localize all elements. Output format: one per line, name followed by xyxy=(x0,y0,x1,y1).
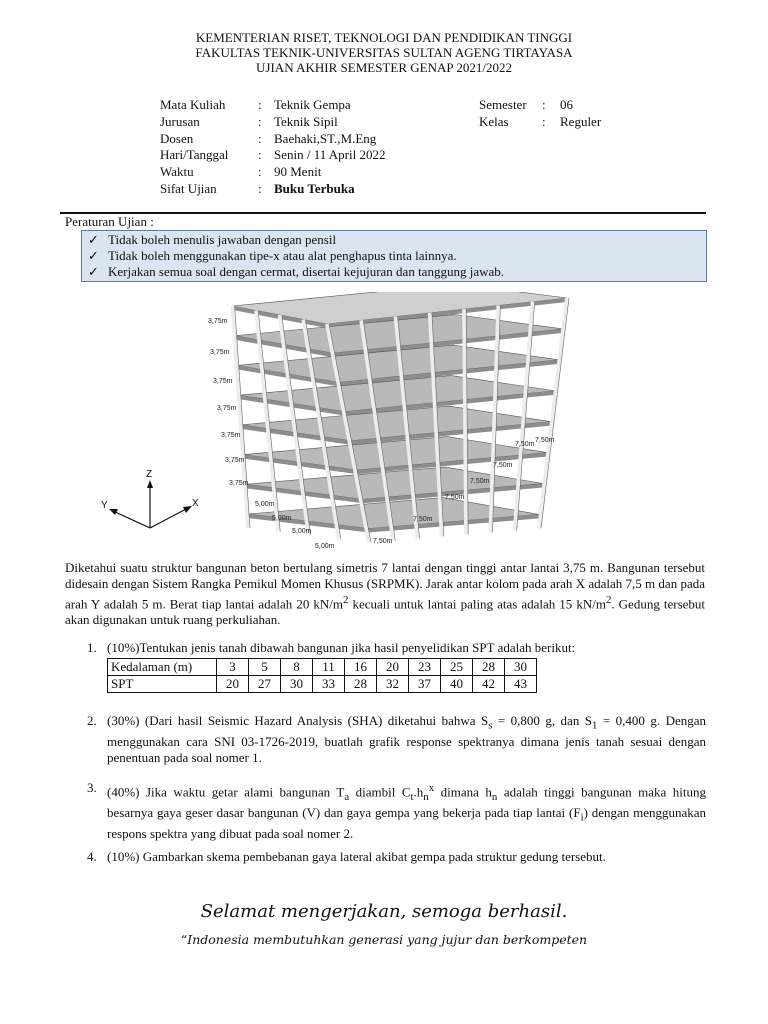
axes-indicator xyxy=(101,469,199,528)
table-cell: 30 xyxy=(505,659,537,676)
table-cell: 33 xyxy=(313,676,345,693)
span-x-label: 7,50m xyxy=(493,462,513,469)
story-height-label: 3,75m xyxy=(210,349,230,356)
exam-title: UJIAN AKHIR SEMESTER GENAP 2021/2022 xyxy=(256,60,512,75)
table-cell: 42 xyxy=(473,676,505,693)
check-icon: ✓ xyxy=(88,248,99,263)
question-1: 1. (10%)Tentukan jenis tanah dibawah bangunan jika hasil penyelidikan SPT adalah berikut: Kedalaman (m) 3 5 8 11 16 20 23 25 28 30 SPT 20 27 30 33 28 32 37 40 42 43 xyxy=(87,640,706,693)
building-figure xyxy=(95,292,575,559)
info-row: Kelas : Reguler xyxy=(479,113,602,129)
exam-header xyxy=(0,30,768,75)
z-arrow-icon xyxy=(147,480,153,488)
info-row: Hari/Tanggal : Senin / 11 April 2022 xyxy=(160,147,386,163)
spt-table xyxy=(107,658,537,693)
question-text: (40%) Jika waktu getar alami bangunan $T_a$ diambil $C_t.h_n^x$ dimana $h_n$ adalah tinggi bangunan maka hitung besarnya gaya geser dasar bangunan (V) dan gaya gempa yang bekerja pada tiap lantai $(F_i)$ dengan menggunakan respons spektra yang dibuat pada soal nomer 2. xyxy=(107,782,706,841)
table-cell: 32 xyxy=(377,676,409,693)
rules-title: Peraturan Ujian : xyxy=(65,214,154,229)
story-height-label: 3,75m xyxy=(225,457,245,464)
table-cell: 37 xyxy=(409,676,441,693)
span-y-label: 5,00m xyxy=(255,501,275,508)
span-y-label: 5,00m xyxy=(315,543,335,550)
question-text: (10%) Gambarkan skema pembebanan gaya lateral akibat gempa pada struktur gedung tersebut. xyxy=(107,849,606,864)
span-y-label: 5,00m xyxy=(272,515,292,522)
question-4: 4. (10%) Gambarkan skema pembebanan gaya lateral akibat gempa pada struktur gedung tersebut. xyxy=(87,849,706,865)
table-row xyxy=(108,676,537,693)
info-row: Semester : 06 xyxy=(479,97,573,112)
story-height-label: 3,75m xyxy=(208,318,228,325)
table-cell: 16 xyxy=(345,659,377,676)
span-x-label: 7,50m xyxy=(470,478,490,485)
info-row: Waktu : 90 Menit xyxy=(160,164,322,180)
check-icon: ✓ xyxy=(88,232,99,247)
story-height-labels xyxy=(208,318,249,487)
info-row: Dosen : Baehaki,ST.,M.Eng xyxy=(160,130,377,146)
question-text: (10%)Tentukan jenis tanah dibawah bangunan jika hasil penyelidikan SPT adalah berikut: xyxy=(107,640,576,655)
span-y-label: 5,00m xyxy=(292,528,312,535)
course-info xyxy=(160,97,385,198)
span-x-label: 7,50m xyxy=(373,538,393,545)
rule-item: ✓ Kerjakan semua soal dengan cermat, disertai kejujuran dan tanggung jawab. xyxy=(88,264,504,279)
table-cell: 28 xyxy=(473,659,505,676)
problem-description: Diketahui suatu struktur bangunan beton bertulang simetris 7 lantai dengan tinggi antar lantai 3,75 m. Bangunan tersebut didesain dengan Sistem Rangka Pemikul Momen Khusus (SRPMK). Jarak antar kolom pada arah X adalah 7,5 m dan pada arah Y adalah 5 m. Berat tiap lantai adalah 20 $kN/m^2$ kecuali untuk lantai paling atas adalah 15 $kN/m^2$. Gedung tersebut akan digunakan untuk ruang perkuliahan. xyxy=(65,560,706,628)
rules-box xyxy=(81,230,707,282)
table-row xyxy=(108,659,537,676)
table-cell: 28 xyxy=(345,676,377,693)
row-label: Kedalaman (m) xyxy=(108,659,217,676)
story-height-label: 3,75m xyxy=(213,378,233,385)
span-x-label: 7,50m xyxy=(445,494,465,501)
info-row: Mata Kuliah : Teknik Gempa xyxy=(160,97,351,112)
span-x-label: 7,50m xyxy=(413,516,433,523)
question-2: 2. (30%) (Dari hasil Seismic Hazard Analysis (SHA) diketahui bahwa $S_s = 0,800$ g, dan $S_1 = 0,400$ g. Dengan menggunakan cara SNI 03-1726-2019, buatlah grafik response spektranya dimana jenis tanah sesuai dengan penentuan pada soal nomer 1. xyxy=(87,713,706,765)
floor-slab xyxy=(241,406,551,441)
class-info xyxy=(479,97,601,131)
floor-slab xyxy=(248,498,539,529)
y-axis-line xyxy=(113,511,150,528)
info-row: Jurusan : Teknik Sipil xyxy=(160,113,338,129)
table-cell: 8 xyxy=(281,659,313,676)
floor-slab xyxy=(246,467,543,499)
ministry-name: KEMENTERIAN RISET, TEKNOLOGI DAN PENDIDIKAN TINGGI xyxy=(195,30,573,45)
x-axis-line xyxy=(150,508,188,528)
table-cell: 3 xyxy=(217,659,249,676)
closing-message: Selamat mengerjakan, semoga berhasil. xyxy=(200,901,568,922)
header-divider xyxy=(60,212,706,214)
question-3: 3. (40%) Jika waktu getar alami bangunan $T_a$ diambil $C_t.h_n^x$ dimana $h_n$ adalah tinggi bangunan maka hitung besarnya gaya geser dasar bangunan (V) dan gaya gempa yang bekerja pada tiap lantai $(F_i)$ dengan menggunakan respons spektra yang dibuat pada soal nomer 2. xyxy=(87,780,706,841)
axis-z-label: Z xyxy=(146,469,153,480)
rule-item: ✓ Tidak boleh menggunakan tipe-x atau alat penghapus tinta lainnya. xyxy=(88,248,457,263)
table-cell: 5 xyxy=(249,659,281,676)
x-arrow-icon xyxy=(183,506,192,513)
table-cell: 23 xyxy=(409,659,441,676)
table-cell: 40 xyxy=(441,676,473,693)
row-label: SPT xyxy=(108,676,217,693)
closing-quote: “Indonesia membutuhkan generasi yang jujur dan berkompeten xyxy=(180,932,588,947)
table-cell: 27 xyxy=(249,676,281,693)
story-height-label: 3,75m xyxy=(221,432,241,439)
span-x-label: 7,50m xyxy=(535,437,555,444)
story-height-label: 3,75m xyxy=(217,405,237,412)
building-diagram xyxy=(95,292,575,554)
span-x-label: 7,50m xyxy=(515,441,535,448)
rule-item: ✓ Tidak boleh menulis jawaban dengan pensil xyxy=(88,232,337,247)
table-cell: 30 xyxy=(281,676,313,693)
axis-x-label: X xyxy=(192,498,199,509)
table-cell: 11 xyxy=(313,659,345,676)
info-row: Sifat Ujian : Buku Terbuka xyxy=(160,180,355,196)
table-cell: 43 xyxy=(505,676,537,693)
table-cell: 20 xyxy=(217,676,249,693)
table-cell: 25 xyxy=(441,659,473,676)
table-cell: 20 xyxy=(377,659,409,676)
story-height-label: 3,75m xyxy=(229,480,249,487)
check-icon: ✓ xyxy=(88,264,99,279)
faculty-name: FAKULTAS TEKNIK-UNIVERSITAS SULTAN AGENG TIRTAYASA xyxy=(195,45,573,60)
y-arrow-icon xyxy=(109,509,118,515)
axis-y-label: Y xyxy=(101,500,108,511)
question-text: (30%) (Dari hasil Seismic Hazard Analysis (SHA) diketahui bahwa $S_s = 0,800$ g, dan $S_1 = 0,400$ g. Dengan menggunakan cara SNI 03-1726-2019, buatlah grafik response spektranya dimana jenis tanah sesuai dengan penentuan pada soal nomer 1. xyxy=(107,713,706,765)
